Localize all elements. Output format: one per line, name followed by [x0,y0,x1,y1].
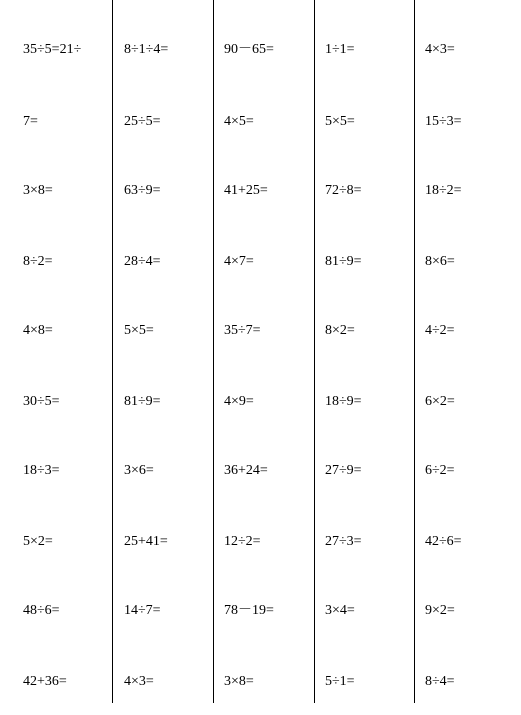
math-problem: 8÷1÷4= [124,42,169,57]
problem-column-2 [124,0,224,715]
math-problem: 12÷2= [224,534,261,549]
math-problem: 8×6= [425,254,455,269]
math-problem: 42+36= [23,674,67,689]
math-problem: 48÷6= [23,603,60,618]
math-problem: 4×8= [23,323,53,338]
problem-column-5 [425,0,521,715]
math-problem: 9×2= [425,603,455,618]
math-problem: 78－19= [224,603,274,618]
problem-column-3 [224,0,324,715]
problem-column-1 [23,0,123,715]
math-problem: 3×8= [224,674,254,689]
math-problem: 30÷5= [23,394,60,409]
math-problem: 4×7= [224,254,254,269]
math-problem: 72÷8= [325,183,362,198]
math-problem: 81÷9= [325,254,362,269]
math-problem: 8÷2= [23,254,53,269]
math-problem: 3×4= [325,603,355,618]
math-problem: 4×3= [425,42,455,57]
math-problem: 18÷2= [425,183,462,198]
math-problem: 36+24= [224,463,268,478]
math-problem: 35÷7= [224,323,261,338]
math-problem: 5×2= [23,534,53,549]
math-problem: 5×5= [124,323,154,338]
math-problem: 25+41= [124,534,168,549]
math-problem: 4÷2= [425,323,455,338]
math-problem: 15÷3= [425,114,462,129]
math-problem: 35÷5=21÷ [23,42,82,57]
math-problem: 5÷1= [325,674,355,689]
math-problem: 3×8= [23,183,53,198]
math-problem: 18÷9= [325,394,362,409]
math-problem: 8÷4= [425,674,455,689]
math-problem: 27÷3= [325,534,362,549]
math-problem: 27÷9= [325,463,362,478]
math-problem: 25÷5= [124,114,161,129]
math-problem: 63÷9= [124,183,161,198]
math-problem: 28÷4= [124,254,161,269]
math-problem: 41+25= [224,183,268,198]
problem-column-4 [325,0,425,715]
math-problem: 3×6= [124,463,154,478]
math-problem: 7= [23,114,38,129]
math-problem: 4×3= [124,674,154,689]
math-problem: 1÷1= [325,42,355,57]
math-problem: 18÷3= [23,463,60,478]
math-problem: 4×9= [224,394,254,409]
math-problem: 14÷7= [124,603,161,618]
math-problem: 5×5= [325,114,355,129]
math-problem: 90－65= [224,42,274,57]
math-problem: 6÷2= [425,463,455,478]
math-problem: 4×5= [224,114,254,129]
math-problem: 6×2= [425,394,455,409]
math-problem: 42÷6= [425,534,462,549]
math-problem: 81÷9= [124,394,161,409]
math-problem: 8×2= [325,323,355,338]
